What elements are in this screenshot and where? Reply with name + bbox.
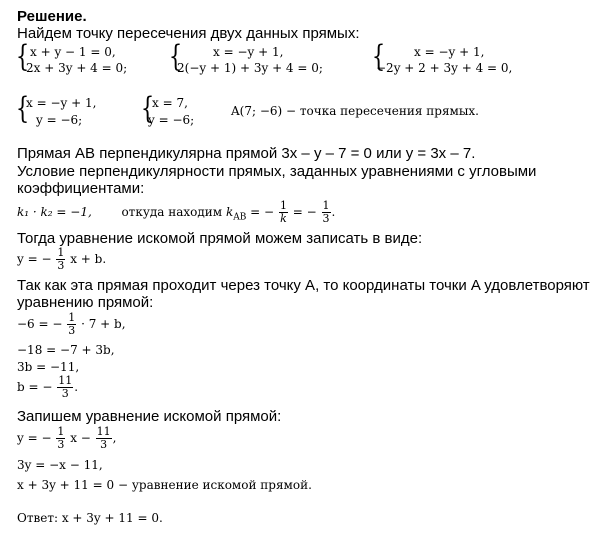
since-text-1: Так как эта прямая проходит через точку A, то координаты точки A удовлетворяют — [17, 277, 590, 294]
denominator: 3 — [68, 324, 76, 337]
denominator: 3 — [100, 438, 108, 451]
brace: { — [371, 39, 386, 74]
fraction — [67, 312, 76, 337]
final-1-mid: x − — [70, 431, 91, 445]
final-step-1 — [17, 424, 116, 452]
slope-from-text: откуда находим — [121, 205, 223, 219]
numerator: 1 — [57, 246, 65, 259]
slope-end: . — [331, 205, 336, 219]
system-4-line-2: y = −6; — [36, 113, 83, 127]
fraction — [57, 375, 73, 400]
denominator: k — [280, 212, 287, 225]
then-text: Тогда уравнение искомой прямой можем записать в виде: — [17, 230, 423, 247]
fraction — [279, 200, 288, 225]
calc-4-lhs: b = − — [17, 380, 53, 394]
calc-step-4 — [17, 373, 78, 401]
final-step-2: 3y = −x − 11, — [17, 458, 103, 472]
denominator: 3 — [57, 259, 65, 272]
fraction — [96, 426, 112, 451]
system-1-line-1: x + y − 1 = 0, — [30, 45, 116, 59]
calc-step-1 — [17, 310, 126, 338]
numerator: 1 — [57, 425, 65, 438]
final-1-lhs: y = − — [17, 431, 52, 445]
perpendicular-text: Прямая AB перпендикулярна прямой 3x – y – 7 = 0 или y = 3x – 7. — [17, 145, 476, 162]
eq-form-lhs: y = − — [17, 252, 52, 266]
slope-kab-subscript: AB — [233, 212, 247, 223]
system-1-line-2: 2x + 3y + 4 = 0; — [26, 61, 128, 75]
denominator: 3 — [322, 212, 330, 225]
intro-text: Найдем точку пересечения двух данных прямых: — [17, 25, 360, 42]
slope-product: k₁ · k₂ = −1, — [17, 205, 92, 219]
condition-text-1: Условие перпендикулярности прямых, заданных уравнениями с угловыми — [17, 163, 537, 180]
slope-eq-part-2: = − — [292, 205, 317, 219]
system-5-line-1: x = 7, — [152, 96, 188, 110]
numerator: 1 — [68, 311, 76, 324]
numerator: 11 — [58, 374, 73, 387]
numerator: 1 — [322, 199, 330, 212]
slope-kab: k — [225, 205, 234, 219]
slope-equation — [17, 198, 335, 231]
brace: { — [15, 39, 30, 74]
system-3-line-1: x = −y + 1, — [414, 45, 485, 59]
numerator: 11 — [96, 425, 111, 438]
system-2-line-2: 2(−y + 1) + 3y + 4 = 0; — [177, 61, 323, 75]
numerator: 1 — [279, 199, 287, 212]
calc-4-rhs: . — [74, 380, 79, 394]
condition-text-2: коэффициентами: — [17, 180, 145, 197]
calc-1-lhs: −6 = − — [17, 317, 63, 331]
heading: Решение. — [17, 8, 87, 25]
answer: Ответ: x + 3y + 11 = 0. — [17, 511, 163, 525]
eq-form-rhs: x + b. — [70, 252, 107, 266]
brace: { — [168, 39, 183, 74]
fraction — [56, 247, 65, 272]
fraction — [56, 426, 65, 451]
fraction — [322, 200, 331, 225]
line-equation-form — [17, 245, 106, 273]
system-3-line-2: −2y + 2 + 3y + 4 = 0, — [376, 61, 513, 75]
brace: { — [15, 91, 30, 126]
final-step-3: x + 3y + 11 = 0 − уравнение искомой прямой. — [17, 478, 312, 492]
system-5-line-2: y = −6; — [148, 113, 195, 127]
write-text: Запишем уравнение искомой прямой: — [17, 408, 282, 425]
calc-1-rhs: · 7 + b, — [81, 317, 126, 331]
brace: { — [140, 91, 155, 126]
system-4-line-1: x = −y + 1, — [26, 96, 97, 110]
denominator: 3 — [57, 438, 65, 451]
denominator: 3 — [61, 387, 69, 400]
system-2-line-1: x = −y + 1, — [213, 45, 284, 59]
calc-step-3: 3b = −11, — [17, 360, 80, 374]
final-1-rhs: , — [112, 431, 117, 445]
slope-eq-part: = − — [250, 205, 275, 219]
since-text-2: уравнению прямой: — [17, 294, 154, 311]
intersection-point: A(7; −6) − точка пересечения прямых. — [231, 104, 479, 118]
calc-step-2: −18 = −7 + 3b, — [17, 343, 115, 357]
